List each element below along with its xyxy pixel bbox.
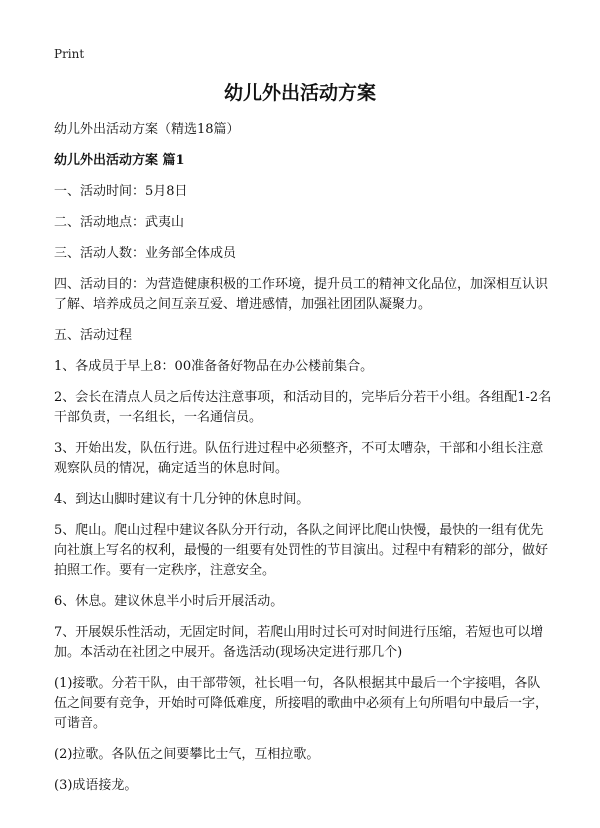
document-title: 幼儿外出活动方案 xyxy=(223,82,376,104)
paragraph-step-4: 4、到达山脚时建议有十几分钟的休息时间。 xyxy=(54,492,310,507)
print-label[interactable]: Print xyxy=(54,47,85,61)
paragraph-activity-idiom-chain: (3)成语接龙。 xyxy=(54,778,138,793)
document-body xyxy=(54,120,552,807)
section-heading: 幼儿外出活动方案 篇1 xyxy=(54,153,185,168)
paragraph-step-6: 6、休息。建议休息半小时后开展活动。 xyxy=(54,594,284,609)
paragraph-step-1: 1、各成员于早上8：00准备备好物品在办公楼前集合。 xyxy=(54,359,374,374)
paragraph-activity-process: 五、活动过程 xyxy=(54,328,133,343)
paragraph-activity-purpose: 四、活动目的：为营造健康积极的工作环境，提升员工的精神文化品位，加深相互认识了解、培养成员之间互亲互爱、增进感情，加强社团团队凝聚力。 xyxy=(54,277,549,312)
paragraph-activity-location: 二、活动地点：武夷山 xyxy=(54,215,185,230)
paragraph-step-2: 2、会长在清点人员之后传达注意事项，和活动目的，完毕后分若干小组。各组配1-2名干部负责，一名组长，一名通信员。 xyxy=(54,390,552,425)
paragraph-activity-time: 一、活动时间：5月8日 xyxy=(54,184,188,199)
paragraph-step-7: 7、开展娱乐性活动，无固定时间，若爬山用时过长可对时间进行压缩，若短也可以增加。本活动在社团之中展开。备选活动(现场决定进行那几个) xyxy=(54,625,544,660)
paragraph-activity-participants: 三、活动人数：业务部全体成员 xyxy=(54,246,237,261)
document-subtitle: 幼儿外出活动方案（精选18篇） xyxy=(54,122,240,137)
paragraph-step-5: 5、爬山。爬山过程中建议各队分开行动，各队之间评比爬山快慢，最快的一组有优先向社旗上写名的权利，最慢的一组要有处罚性的节目演出。过程中有精彩的部分，做好拍照工作。要有一定秩序，注意安全。 xyxy=(54,523,549,578)
paragraph-activity-song-battle: (2)拉歌。各队伍之间要攀比士气，互相拉歌。 xyxy=(54,747,320,762)
paragraph-step-3: 3、开始出发，队伍行进。队伍行进过程中必须整齐，不可太嘈杂，干部和小组长注意观察队员的情况，确定适当的休息时间。 xyxy=(54,441,544,476)
paragraph-activity-sing: (1)接歌。分若干队，由干部带领，社长唱一句，各队根据其中最后一个字接唱，各队伍之间要有竞争，开始时可降低难度，所接唱的歌曲中必须有上句所唱句中最后一字，可谐音。 xyxy=(54,676,549,731)
